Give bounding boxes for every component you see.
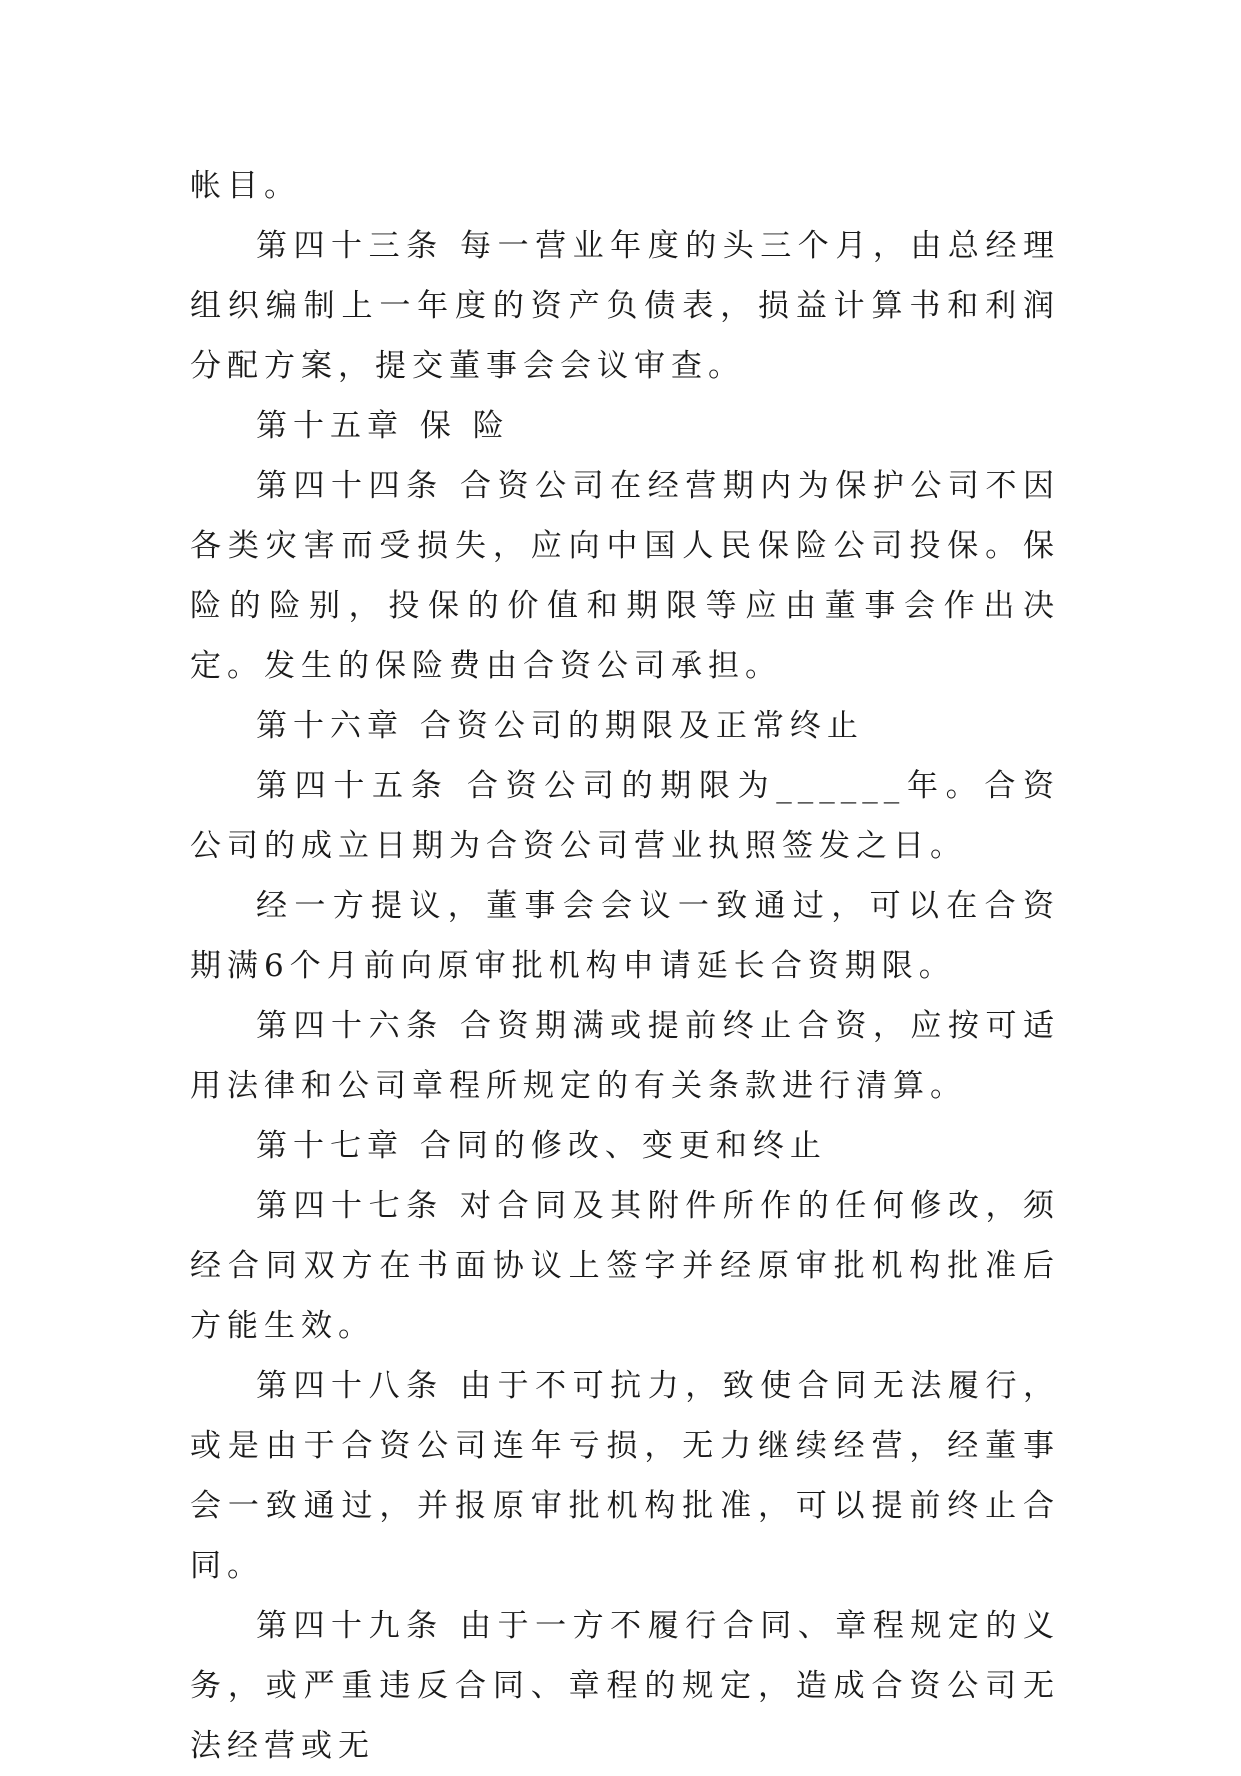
document-body bbox=[190, 156, 1060, 1776]
article-45-extension: 经一方提议，董事会会议一致通过，可以在合资期满6个月前向原审批机构申请延长合资期限。 bbox=[190, 888, 1060, 984]
article-45-before: 第四十五条 合资公司的期限为 bbox=[256, 768, 777, 804]
article-45 bbox=[190, 756, 1060, 876]
article-47: 第四十七条 对合同及其附件所作的任何修改，须经合同双方在书面协议上签字并经原审批机构批准后方能生效。 bbox=[190, 1188, 1060, 1344]
article-43: 第四十三条 每一营业年度的头三个月，由总经理组织编制上一年度的资产负债表，损益计算书和利润分配方案，提交董事会会议审查。 bbox=[190, 228, 1060, 384]
chapter-15-heading: 第十五章 保 险 bbox=[256, 408, 510, 444]
article-45-after: 年。合资公司的成立日期为合资公司营业执照签发之日。 bbox=[190, 768, 1060, 864]
chapter-17-heading: 第十七章 合同的修改、变更和终止 bbox=[256, 1128, 827, 1164]
article-49: 第四十九条 由于一方不履行合同、章程规定的义务，或严重违反合同、章程的规定，造成合资公司无法经营或无 bbox=[190, 1608, 1060, 1764]
chapter-16-heading: 第十六章 合资公司的期限及正常终止 bbox=[256, 708, 864, 744]
term-years-blank: ______ bbox=[776, 768, 906, 804]
article-44: 第四十四条 合资公司在经营期内为保护公司不因各类灾害而受损失，应向中国人民保险公司投保。保险的险别，投保的价值和期限等应由董事会作出决定。发生的保险费由合资公司承担。 bbox=[190, 468, 1060, 684]
paragraph-continuation: 帐目。 bbox=[190, 168, 301, 204]
article-46: 第四十六条 合资期满或提前终止合资，应按可适用法律和公司章程所规定的有关条款进行清算。 bbox=[190, 1008, 1060, 1104]
article-48: 第四十八条 由于不可抗力，致使合同无法履行，或是由于合资公司连年亏损，无力继续经营，经董事会一致通过，并报原审批机构批准，可以提前终止合同。 bbox=[190, 1368, 1060, 1584]
